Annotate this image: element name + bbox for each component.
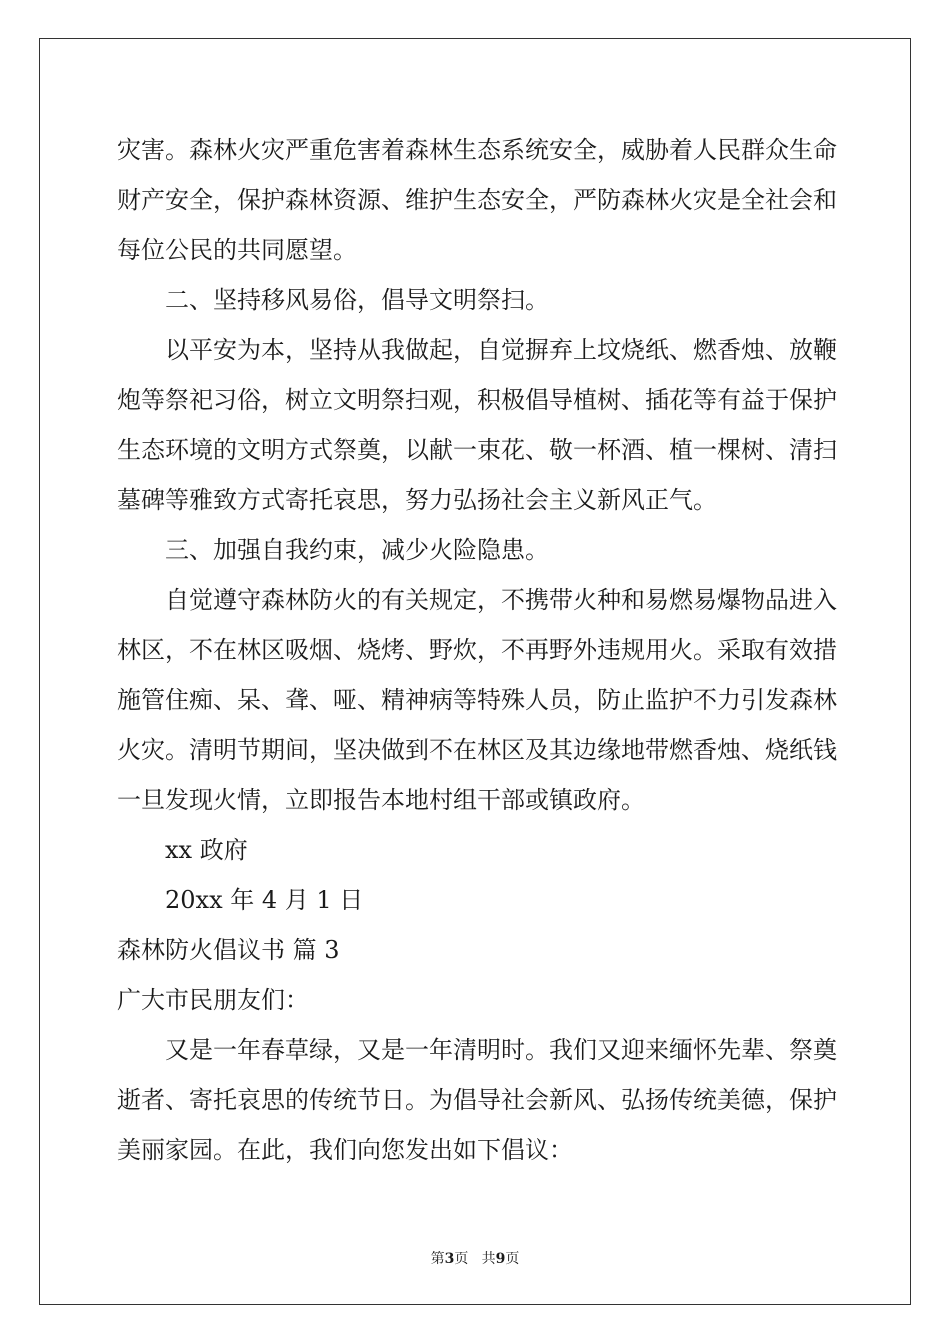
footer-total-unit: 页: [505, 1251, 520, 1267]
footer-page-number: 3: [444, 1251, 455, 1267]
body-line: 墓碑等雅致方式寄托哀思，努力弘扬社会主义新风正气。: [117, 486, 717, 514]
body-line: 施管住痴、呆、聋、哑、精神病等特殊人员，防止监护不力引发森林: [117, 686, 837, 714]
signature-date: 20xx 年 4 月 1 日: [165, 886, 364, 914]
body-line: 自觉遵守森林防火的有关规定，不携带火种和易燃易爆物品进入: [165, 586, 837, 614]
body-line: 火灾。清明节期间，坚决做到不在林区及其边缘地带燃香烛、烧纸钱: [117, 736, 837, 764]
body-line: 林区，不在林区吸烟、烧烤、野炊，不再野外违规用火。采取有效措: [117, 636, 837, 664]
section-heading: 二、坚持移风易俗，倡导文明祭扫。: [165, 286, 549, 314]
body-line: 财产安全，保护森林资源、维护生态安全，严防森林火灾是全社会和: [117, 186, 837, 214]
document-title: 森林防火倡议书 篇 3: [117, 936, 340, 964]
body-line: 灾害。森林火灾严重危害着森林生态系统安全，威胁着人民群众生命: [117, 136, 837, 164]
body-line: 逝者、寄托哀思的传统节日。为倡导社会新风、弘扬传统美德，保护: [117, 1086, 837, 1114]
body-line: 美丽家园。在此，我们向您发出如下倡议：: [117, 1136, 573, 1164]
signature-org: xx 政府: [165, 836, 248, 864]
body-line: 生态环境的文明方式祭奠，以献一束花、敬一杯酒、植一棵树、清扫: [117, 436, 837, 464]
salutation: 广大市民朋友们：: [117, 986, 309, 1014]
page-footer: [0, 1248, 950, 1268]
body-line: 一旦发现火情，立即报告本地村组干部或镇政府。: [117, 786, 645, 814]
footer-total-number: 9: [495, 1251, 506, 1267]
body-line: 以平安为本，坚持从我做起，自觉摒弃上坟烧纸、燃香烛、放鞭: [165, 336, 837, 364]
footer-page-prefix: 第: [430, 1251, 445, 1267]
footer-total-prefix: 共: [481, 1251, 496, 1267]
body-line: 又是一年春草绿，又是一年清明时。我们又迎来缅怀先辈、祭奠: [165, 1036, 837, 1064]
body-line: 炮等祭祀习俗，树立文明祭扫观，积极倡导植树、插花等有益于保护: [117, 386, 837, 414]
section-heading: 三、加强自我约束，减少火险隐患。: [165, 536, 549, 564]
body-line: 每位公民的共同愿望。: [117, 236, 357, 264]
footer-page-unit: 页: [454, 1251, 469, 1267]
